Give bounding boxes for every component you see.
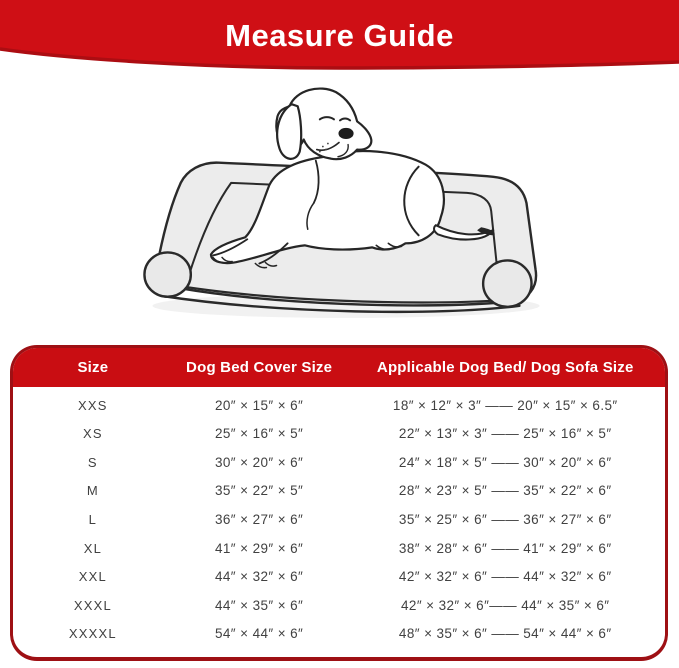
cell-size: XS bbox=[82, 426, 103, 442]
cell-applicable: 38″ × 28″ × 6″ —— 41″ × 29″ × 6″ bbox=[398, 540, 612, 556]
cell-applicable: 48″ × 35″ × 6″ —— 54″ × 44″ × 6″ bbox=[398, 626, 612, 642]
column-header-size: Size bbox=[77, 359, 109, 376]
banner bbox=[0, 0, 679, 72]
cell-cover: 44″ × 32″ × 6″ bbox=[214, 569, 304, 585]
table-row bbox=[13, 483, 665, 498]
cell-cover: 44″ × 35″ × 6″ bbox=[214, 597, 304, 613]
cell-applicable: 42″ × 32″ × 6″—— 44″ × 35″ × 6″ bbox=[401, 597, 610, 613]
table-row bbox=[13, 626, 665, 641]
table-row bbox=[13, 541, 665, 556]
table-row bbox=[13, 426, 665, 441]
table-row bbox=[13, 598, 665, 613]
cell-applicable: 42″ × 32″ × 6″ —— 44″ × 32″ × 6″ bbox=[398, 569, 612, 585]
cell-applicable: 28″ × 23″ × 5″ —— 35″ × 22″ × 6″ bbox=[398, 483, 612, 499]
cell-cover: 35″ × 22″ × 5″ bbox=[214, 483, 304, 499]
cell-cover: 41″ × 29″ × 6″ bbox=[214, 540, 304, 556]
size-table bbox=[10, 345, 668, 661]
dog-bed-illustration bbox=[118, 76, 562, 328]
dog-on-bolster-bed-icon bbox=[118, 76, 562, 328]
cell-size: XXXL bbox=[73, 597, 112, 613]
size-table-header bbox=[13, 348, 665, 387]
cell-applicable: 22″ × 13″ × 3″ —— 25″ × 16″ × 5″ bbox=[398, 426, 612, 442]
table-row bbox=[13, 512, 665, 527]
size-table-body bbox=[13, 387, 665, 654]
column-header-applicable-size: Applicable Dog Bed/ Dog Sofa Size bbox=[376, 359, 634, 376]
table-row bbox=[13, 398, 665, 413]
cell-applicable: 18″ × 12″ × 3″ —— 20″ × 15″ × 6.5″ bbox=[392, 397, 618, 413]
cell-applicable: 24″ × 18″ × 5″ —— 30″ × 20″ × 6″ bbox=[398, 454, 612, 470]
column-header-cover-size: Dog Bed Cover Size bbox=[186, 359, 333, 376]
cell-applicable: 35″ × 25″ × 6″ —— 36″ × 27″ × 6″ bbox=[398, 511, 612, 527]
cell-cover: 36″ × 27″ × 6″ bbox=[214, 511, 304, 527]
cell-cover: 25″ × 16″ × 5″ bbox=[214, 426, 304, 442]
cell-size: S bbox=[87, 454, 98, 470]
cell-size: L bbox=[88, 511, 98, 527]
cell-size: XXS bbox=[78, 397, 108, 413]
cell-size: XXXXL bbox=[68, 626, 117, 642]
cell-size: XXL bbox=[78, 569, 107, 585]
table-row bbox=[13, 455, 665, 470]
cell-cover: 20″ × 15″ × 6″ bbox=[214, 397, 304, 413]
cell-cover: 30″ × 20″ × 6″ bbox=[214, 454, 304, 470]
table-row bbox=[13, 569, 665, 584]
cell-size: XL bbox=[83, 540, 103, 556]
cell-size: M bbox=[86, 483, 99, 499]
page-title: Measure Guide bbox=[225, 18, 454, 53]
cell-cover: 54″ × 44″ × 6″ bbox=[214, 626, 304, 642]
